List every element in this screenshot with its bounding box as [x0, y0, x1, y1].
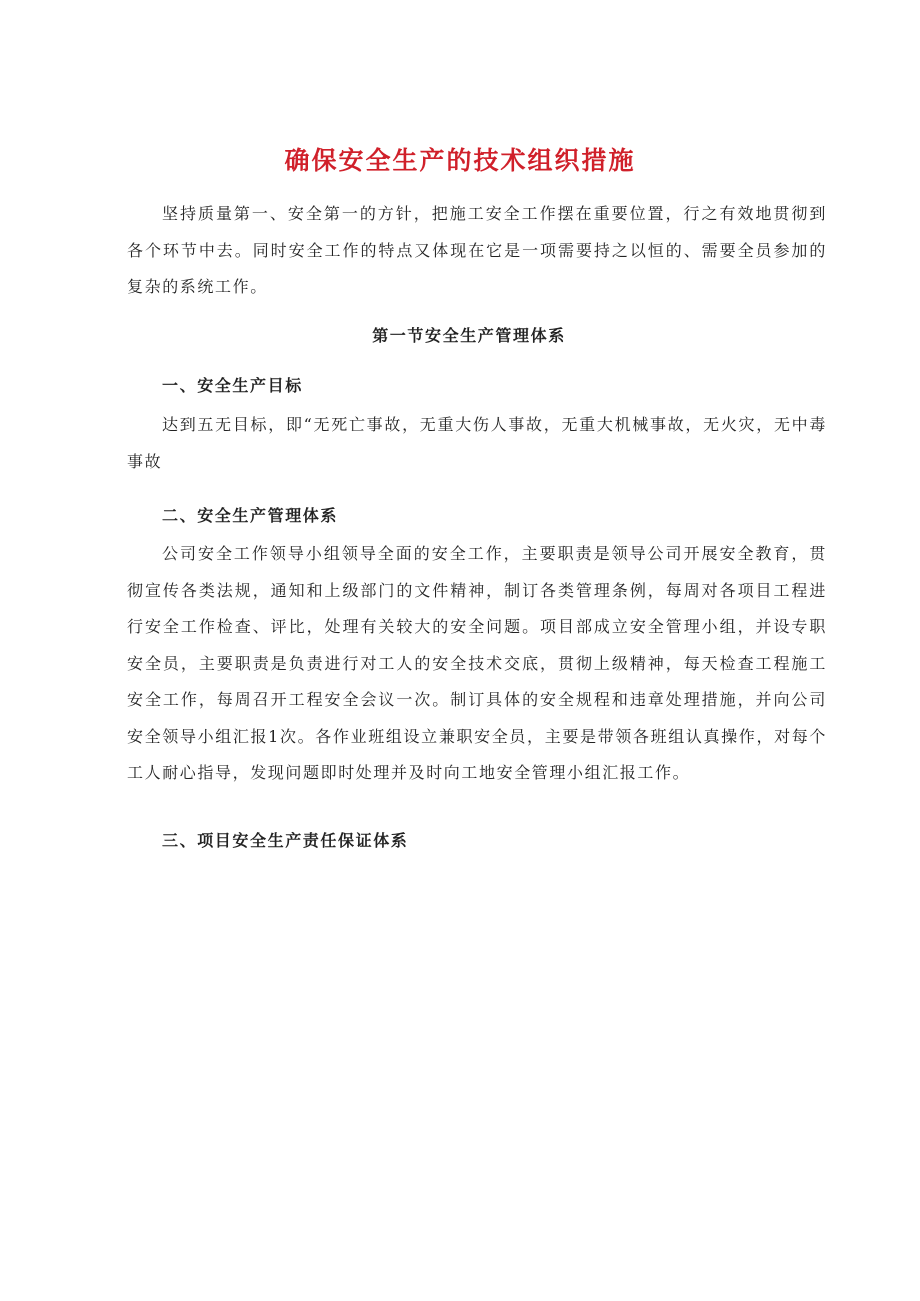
subsection-heading-responsibility: 三、项目安全生产责任保证体系 [162, 831, 409, 850]
document-title: 确保安全生产的技术组织措施 [284, 145, 636, 175]
subsection-body-goal: 达到五无目标，即“无死亡事故，无重大伤人事故，无重大机械事故，无火灾，无中毒事故 [127, 415, 827, 471]
section-title: 第一节安全生产管理体系 [372, 326, 566, 345]
subsection-heading-management: 二、安全生产管理体系 [162, 506, 339, 525]
intro-paragraph: 坚持质量第一、安全第一的方针，把施工安全工作摆在重要位置，行之有效地贯彻到各个环节中去。同时安全工作的特点又体现在它是一项需要持之以恒的、需要全员参加的复杂的系统工作。 [127, 204, 827, 296]
subsection-body-management: 公司安全工作领导小组领导全面的安全工作，主要职责是领导公司开展安全教育，贯彻宣传各类法规，通知和上级部门的文件精神，制订各类管理条例，每周对各项目工程进行安全工作检查、评比，处理有关较大的安全问题。项目部成立安全管理小组，并设专职安全员，主要职责是负责进行对工人的安全技术交底，贯彻上级精神，每天检查工程施工安全工作，每周召开工程安全会议一次。制订具体的安全规程和违章处理措施，并向公司安全领导小组汇报1次。各作业班组设立兼职安全员，主要是带领各班组认真操作，对每个工人耐心指导，发现问题即时处理并及时向工地安全管理小组汇报工作。 [127, 544, 827, 782]
subsection-heading-goal: 一、安全生产目标 [162, 376, 303, 395]
